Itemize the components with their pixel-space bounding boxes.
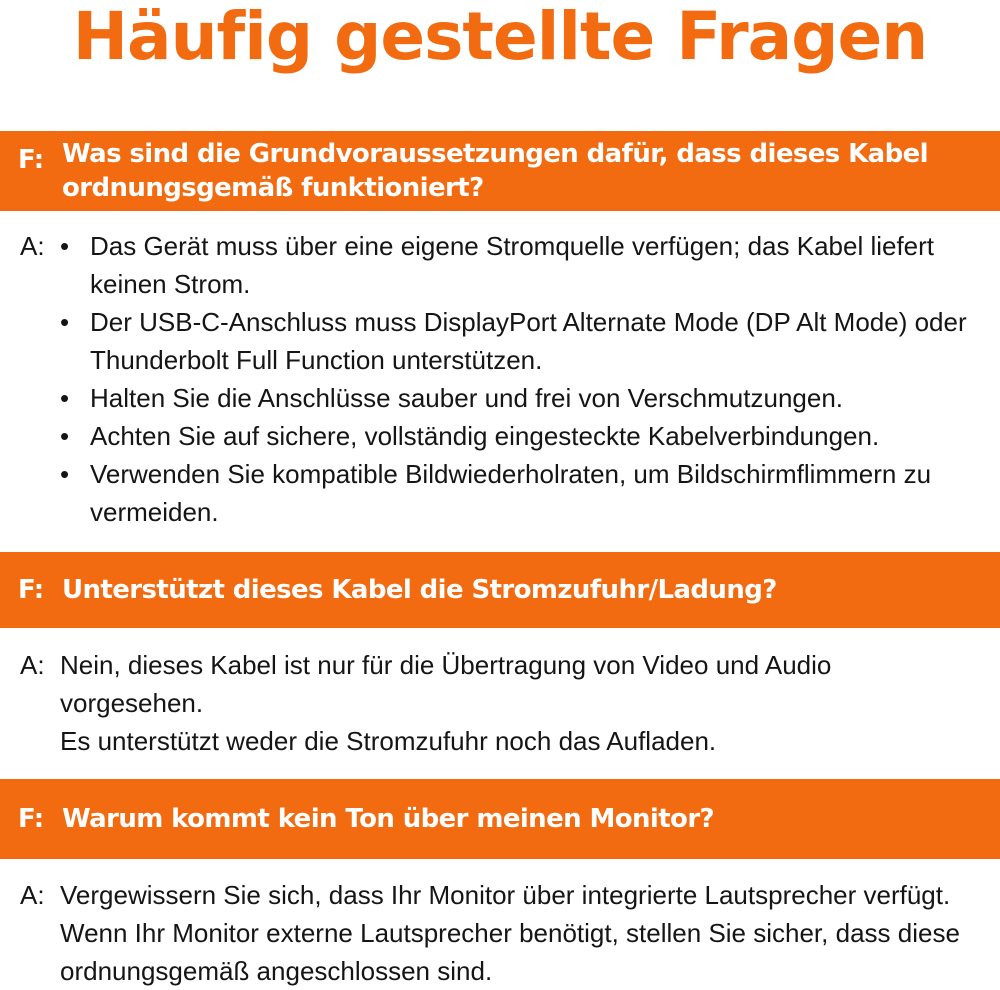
bullet-icon: • <box>60 383 70 413</box>
bullet-text: Halten Sie die Anschlüsse sauber und frei von Verschmutzungen. <box>90 383 844 413</box>
faq-question-3 <box>0 779 1000 859</box>
faq-question-2 <box>0 552 1000 628</box>
faq-answer-2 <box>0 646 1000 760</box>
faq-question-1 <box>0 131 1000 211</box>
question-prefix: F: <box>18 804 44 834</box>
bullet-icon: • <box>60 307 70 337</box>
answer-prefix: A: <box>20 650 45 680</box>
answer-body <box>60 646 1000 760</box>
list-item <box>60 455 978 531</box>
bullet-text: Der USB-C-Anschluss muss DisplayPort Alternate Mode (DP Alt Mode) oder Thunderbolt Full Function unterstützen. <box>90 307 967 375</box>
question-prefix: F: <box>18 145 44 175</box>
list-item <box>60 303 978 379</box>
answer-text: Vergewissern Sie sich, dass Ihr Monitor über integrierte Lautsprecher verfügt. Wenn Ihr Monitor externe Lautsprecher benötigt, stellen Sie sicher, dass diese ordnungsgemäß angeschlossen sind. <box>60 880 960 986</box>
question-text: Warum kommt kein Ton über meinen Monitor? <box>62 804 715 834</box>
bullet-icon: • <box>60 459 70 489</box>
list-item <box>60 379 978 417</box>
bullet-text: Achten Sie auf sichere, vollständig eingesteckte Kabelverbindungen. <box>90 421 880 451</box>
answer-bullet-list <box>60 227 978 531</box>
list-item <box>60 417 978 455</box>
page-title: Häufig gestellte Fragen <box>72 0 928 75</box>
faq-answer-3 <box>0 876 1000 990</box>
answer-text: Es unterstützt weder die Stromzufuhr noch das Aufladen. <box>60 726 717 756</box>
answer-body <box>60 876 1000 990</box>
bullet-icon: • <box>60 231 70 261</box>
question-text: Unterstützt dieses Kabel die Stromzufuhr/Ladung? <box>62 575 777 605</box>
answer-prefix: A: <box>20 880 45 910</box>
question-text: Was sind die Grundvoraussetzungen dafür, dass dieses Kabel ordnungsgemäß funktioniert? <box>62 139 928 203</box>
bullet-text: Verwenden Sie kompatible Bildwiederholraten, um Bildschirmflimmern zu vermeiden. <box>90 459 932 527</box>
list-item <box>60 227 978 303</box>
answer-text: Nein, dieses Kabel ist nur für die Übertragung von Video und Audio vorgesehen. <box>60 650 832 718</box>
bullet-icon: • <box>60 421 70 451</box>
answer-body <box>60 227 1000 531</box>
answer-prefix: A: <box>20 231 45 261</box>
bullet-text: Das Gerät muss über eine eigene Stromquelle verfügen; das Kabel liefert keinen Strom. <box>90 231 935 299</box>
question-prefix: F: <box>18 575 44 605</box>
faq-answer-1 <box>0 227 1000 531</box>
